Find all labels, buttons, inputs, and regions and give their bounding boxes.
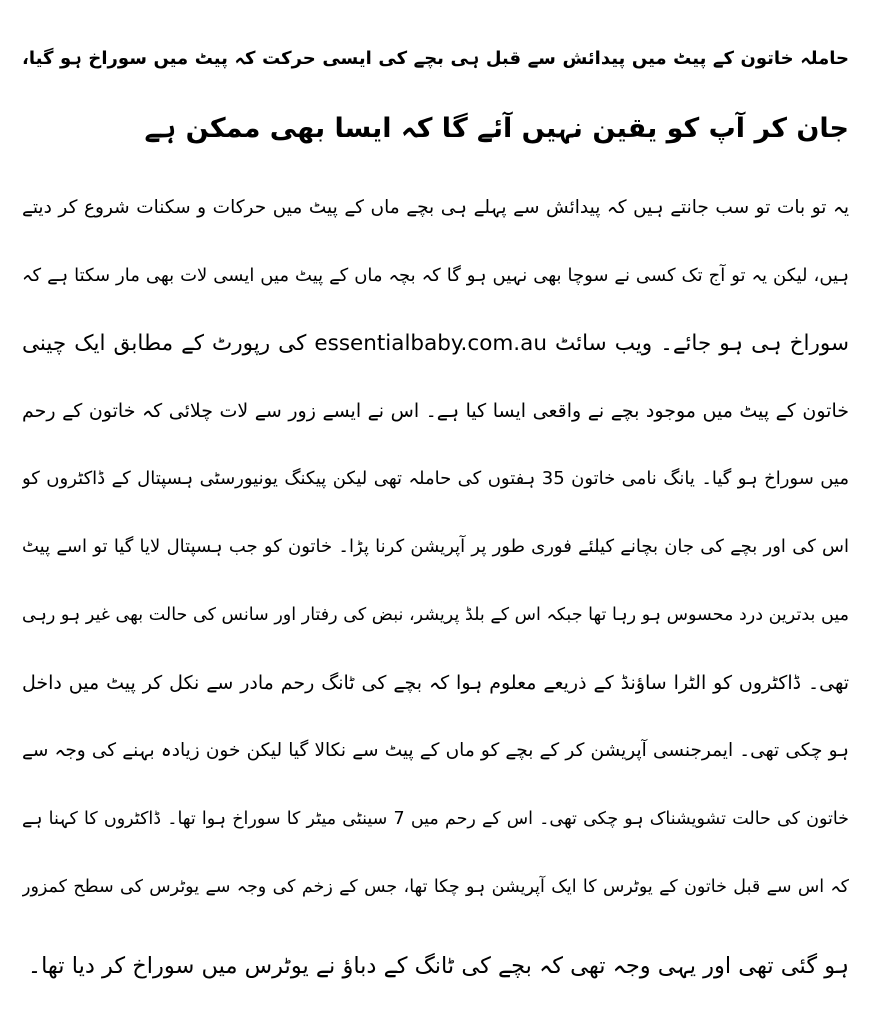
- body-line-8: تھی۔ ڈاکٹروں کو الٹرا ساؤنڈ کے ذریعے معلوم ہوا کہ بچے کی ٹانگ رحم مادر سے نکل کر پیٹ میں داخل: [22, 672, 849, 694]
- body-line-4: خاتون کے پیٹ میں موجود بچے نے واقعی ایسا کیا ہے۔ اس نے ایسے زور سے لات چلائی کہ خاتون کے رحم: [22, 400, 849, 422]
- body-line-9: ہو چکی تھی۔ ایمرجنسی آپریشن کر کے بچے کو ماں کے پیٹ سے نکالا گیا لیکن خون زیادہ بہنے کی وجہ سے: [22, 740, 849, 761]
- body-line-3: سوراخ ہی ہو جائے۔ ویب سائٹ essentialbaby.com.au کی رپورٹ کے مطابق ایک چینی: [22, 331, 849, 356]
- body-line-12: ہو گئی تھی اور یہی وجہ تھی کہ بچے کی ٹانگ کے دباؤ نے یوٹرس میں سوراخ کر دیا تھا۔: [27, 953, 849, 979]
- body-line-5: میں سوراخ ہو گیا۔ یانگ نامی خاتون 35 ہفتوں کی حاملہ تھی لیکن پیکنگ یونیورسٹی ہسپتال کے ڈاکٹروں کو: [22, 468, 849, 489]
- headline-line-2: جان کر آپ کو یقین نہیں آئے گا کہ ایسا بھی ممکن ہے: [144, 113, 849, 144]
- body-line-11: کہ اس سے قبل خاتون کے یوٹرس کا ایک آپریشن ہو چکا تھا، جس کے زخم کی وجہ سے یوٹرس کی سطح کمزور: [22, 877, 849, 897]
- body-line-7: میں بدترین درد محسوس ہو رہا تھا جبکہ اس کے بلڈ پریشر، نبض کی رفتار اور سانس کی حالت بھی غیر ہو رہی: [22, 605, 849, 625]
- body-line-6: اس کی اور بچے کی جان بچانے کیلئے فوری طور پر آپریشن کرنا پڑا۔ خاتون کو جب ہسپتال لایا گیا تو اسے پیٹ: [22, 536, 849, 557]
- body-line-2: ہیں، لیکن یہ تو آج تک کسی نے سوچا بھی نہیں ہو گا کہ بچہ ماں کے پیٹ میں ایسی لات بھی مار سکتا ہے کہ: [22, 265, 849, 286]
- body-line-10: خاتون کی حالت تشویشناک ہو چکی تھی۔ اس کے رحم میں 7 سینٹی میٹر کا سوراخ ہوا تھا۔ ڈاکٹروں کا کہنا ہے: [22, 809, 849, 829]
- body-line-1: یہ تو بات تو سب جانتے ہیں کہ پیدائش سے پہلے ہی بچے ماں کے پیٹ میں حرکات و سکنات شروع کر دیتے: [22, 197, 849, 218]
- headline-line-1: حاملہ خاتون کے پیٹ میں پیدائش سے قبل ہی بچے کی ایسی حرکت کہ پیٹ میں سوراخ ہو گیا،: [22, 48, 849, 69]
